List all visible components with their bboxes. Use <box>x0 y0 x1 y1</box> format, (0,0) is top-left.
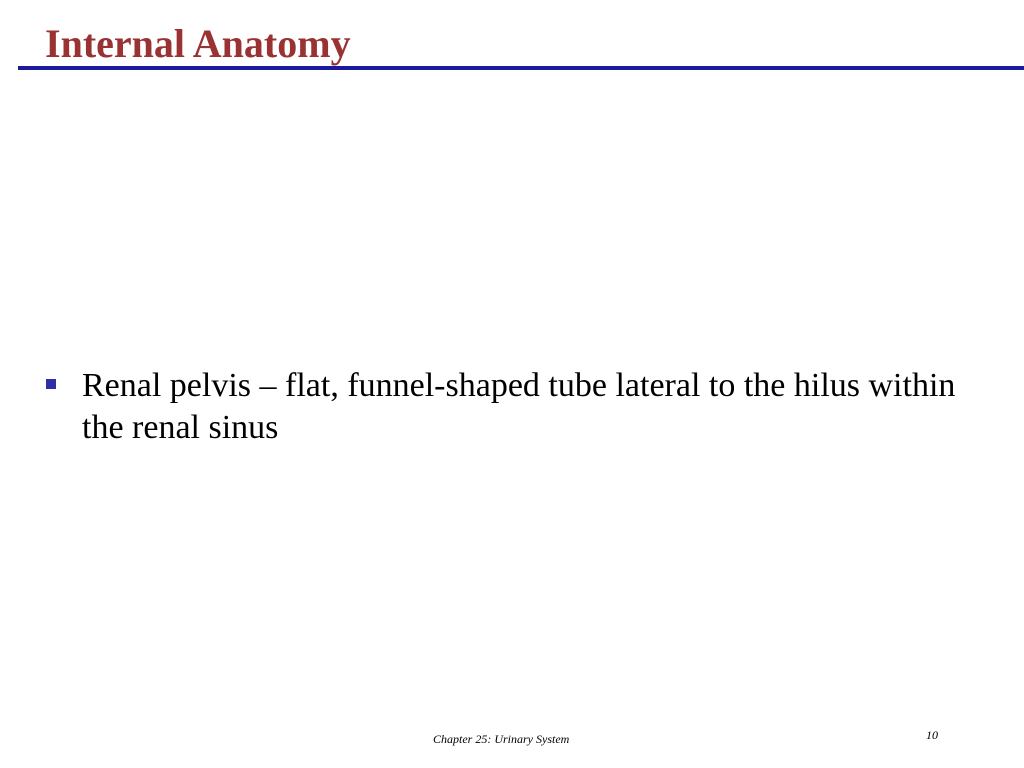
slide-title: Internal Anatomy <box>45 21 351 66</box>
bullet-text: Renal pelvis – flat, funnel-shaped tube lateral to the hilus within the renal sinus <box>82 367 956 446</box>
slide-footer: Chapter 25: Urinary System <box>433 732 570 746</box>
title-underline <box>18 66 1024 70</box>
slide-body <box>46 365 996 449</box>
square-bullet-icon <box>46 379 56 389</box>
bullet-item <box>46 365 996 449</box>
page-number: 10 <box>926 728 938 742</box>
